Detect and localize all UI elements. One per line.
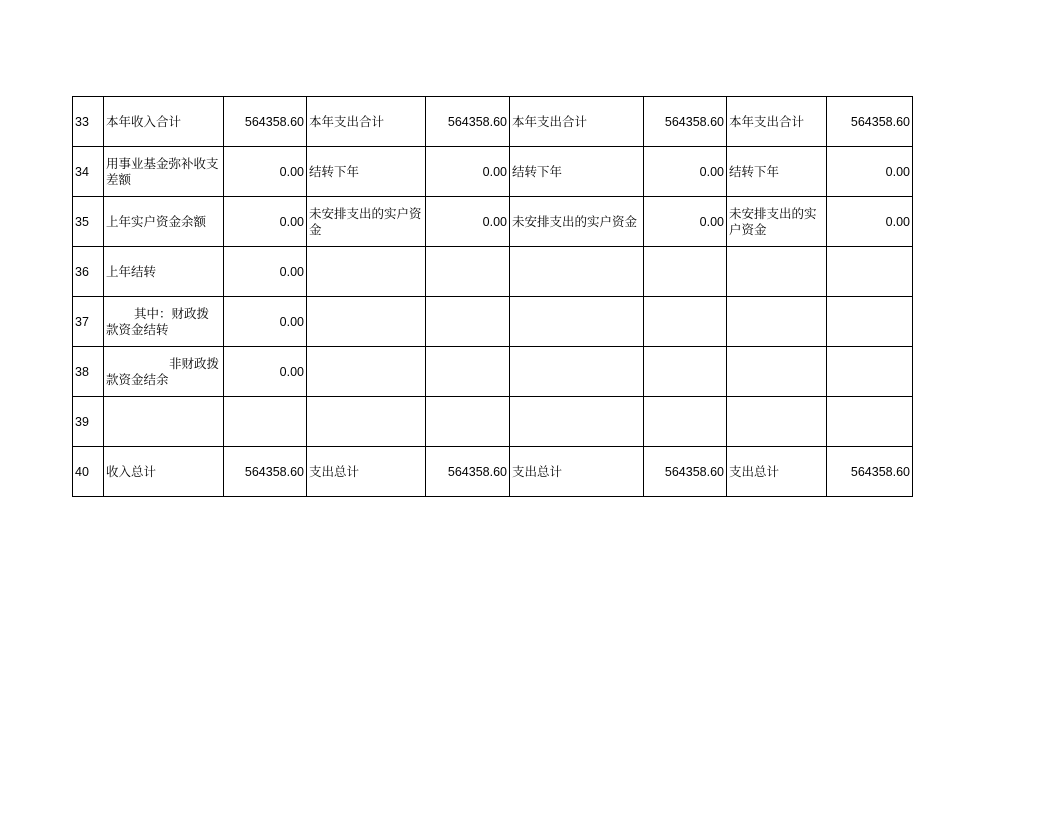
row-number: 33	[73, 97, 104, 147]
expense-item-label	[510, 397, 644, 447]
expense-item-label: 未安排支出的实户资金	[510, 197, 644, 247]
income-item-label: 用事业基金弥补收支差额	[104, 147, 224, 197]
expense-item-label: 未安排支出的实户资金	[727, 197, 827, 247]
table-row	[73, 97, 913, 147]
income-item-label: 上年结转	[104, 247, 224, 297]
income-item-value: 564358.60	[224, 447, 307, 497]
income-item-label: 非财政拨款资金结余	[104, 347, 224, 397]
expense-item-label: 支出总计	[727, 447, 827, 497]
table-row	[73, 347, 913, 397]
expense-item-label	[510, 347, 644, 397]
row-number: 38	[73, 347, 104, 397]
income-item-value: 0.00	[224, 297, 307, 347]
table-row	[73, 247, 913, 297]
expense-item-label	[307, 347, 426, 397]
expense-item-value	[644, 397, 727, 447]
table-row	[73, 447, 913, 497]
table-row	[73, 297, 913, 347]
expense-item-value	[827, 247, 913, 297]
expense-item-value: 0.00	[827, 197, 913, 247]
expense-item-value: 564358.60	[644, 97, 727, 147]
expense-item-value: 564358.60	[827, 447, 913, 497]
income-item-value: 0.00	[224, 347, 307, 397]
expense-item-label	[510, 247, 644, 297]
table-row	[73, 147, 913, 197]
expense-item-value: 564358.60	[426, 97, 510, 147]
income-item-value: 0.00	[224, 197, 307, 247]
row-number: 39	[73, 397, 104, 447]
expense-item-label: 支出总计	[307, 447, 426, 497]
expense-item-label	[307, 297, 426, 347]
table-row	[73, 397, 913, 447]
expense-item-label: 结转下年	[307, 147, 426, 197]
row-number: 35	[73, 197, 104, 247]
expense-item-label: 结转下年	[510, 147, 644, 197]
expense-item-value	[644, 247, 727, 297]
expense-item-value: 564358.60	[644, 447, 727, 497]
expense-item-value: 0.00	[426, 147, 510, 197]
income-item-value: 0.00	[224, 247, 307, 297]
expense-item-value	[827, 397, 913, 447]
expense-item-label	[727, 347, 827, 397]
expense-item-label: 本年支出合计	[727, 97, 827, 147]
expense-item-value	[827, 297, 913, 347]
row-number: 36	[73, 247, 104, 297]
expense-item-label	[307, 247, 426, 297]
budget-summary-table	[72, 96, 913, 497]
expense-item-value	[644, 297, 727, 347]
row-number: 40	[73, 447, 104, 497]
income-item-value: 564358.60	[224, 97, 307, 147]
expense-item-value: 0.00	[644, 147, 727, 197]
table-row	[73, 197, 913, 247]
income-item-label: 收入总计	[104, 447, 224, 497]
income-item-value	[224, 397, 307, 447]
income-item-label: 上年实户资金余额	[104, 197, 224, 247]
expense-item-label	[307, 397, 426, 447]
expense-item-label: 结转下年	[727, 147, 827, 197]
expense-item-value	[426, 397, 510, 447]
expense-item-value	[644, 347, 727, 397]
expense-item-value	[426, 297, 510, 347]
expense-item-label	[727, 297, 827, 347]
income-item-label	[104, 397, 224, 447]
income-item-label: 其中：财政拨款资金结转	[104, 297, 224, 347]
income-item-value: 0.00	[224, 147, 307, 197]
expense-item-value: 0.00	[827, 147, 913, 197]
expense-item-label	[510, 297, 644, 347]
expense-item-label: 本年支出合计	[510, 97, 644, 147]
expense-item-value: 564358.60	[827, 97, 913, 147]
expense-item-label: 支出总计	[510, 447, 644, 497]
income-item-label: 本年收入合计	[104, 97, 224, 147]
expense-item-value: 564358.60	[426, 447, 510, 497]
row-number: 37	[73, 297, 104, 347]
expense-item-value: 0.00	[644, 197, 727, 247]
expense-item-value: 0.00	[426, 197, 510, 247]
expense-item-value	[827, 347, 913, 397]
expense-item-label: 未安排支出的实户资金	[307, 197, 426, 247]
expense-item-label: 本年支出合计	[307, 97, 426, 147]
expense-item-value	[426, 347, 510, 397]
expense-item-label	[727, 397, 827, 447]
expense-item-label	[727, 247, 827, 297]
row-number: 34	[73, 147, 104, 197]
expense-item-value	[426, 247, 510, 297]
